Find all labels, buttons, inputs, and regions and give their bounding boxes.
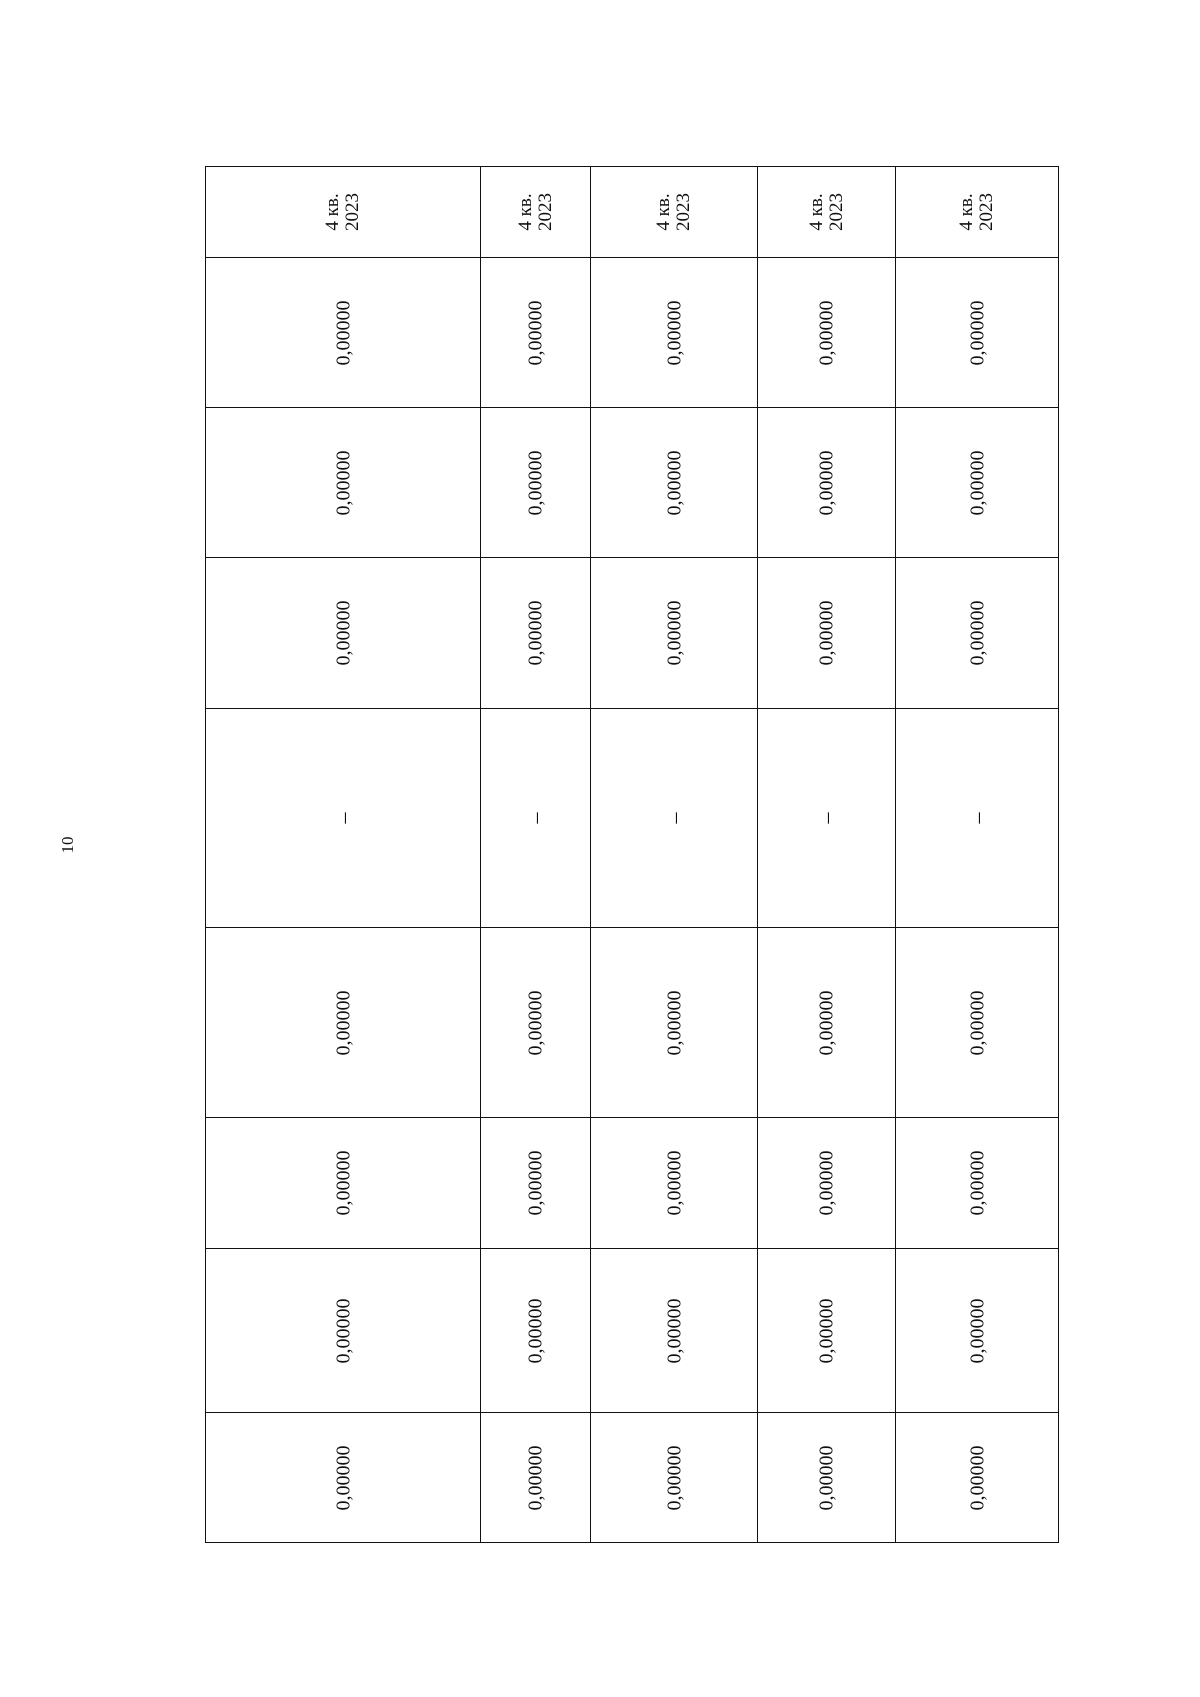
table-cell-text: 0,00000 xyxy=(815,300,838,365)
table-cell-text: 0,00000 xyxy=(966,1445,988,1510)
table-cell-value-7 xyxy=(205,1412,481,1543)
table-cell-value-3 xyxy=(757,557,896,709)
table-cell-value-2 xyxy=(590,407,758,558)
table-cell-text: 0,00000 xyxy=(815,1150,838,1216)
table-cell-text: 0,00000 xyxy=(332,450,354,515)
table-cell-text: – xyxy=(661,812,686,824)
table-cell-text: 0,00000 xyxy=(332,1298,354,1363)
table-cell-text: 0,00000 xyxy=(663,300,685,365)
table-cell-text: 0,00000 xyxy=(815,450,838,515)
table-cell-text: 0,00000 xyxy=(332,300,354,365)
table-cell-text: 0,00000 xyxy=(815,600,838,666)
table-cell-value-7 xyxy=(480,1412,591,1543)
table-cell-value-3 xyxy=(480,557,591,709)
table-cell-text: 0,00000 xyxy=(815,1298,838,1363)
table-cell-text: 0,00000 xyxy=(332,1150,354,1216)
table-cell-period xyxy=(480,166,591,258)
table-cell-value-2 xyxy=(205,407,481,558)
table-cell-value-6 xyxy=(480,1248,591,1413)
page-number: 10 xyxy=(58,836,77,854)
table-cell-text: 0,00000 xyxy=(966,1150,988,1216)
table-cell-text: 4 кв. 2023 xyxy=(322,193,363,231)
table-cell-text: – xyxy=(522,812,548,824)
table-cell-period xyxy=(895,166,1059,258)
table-cell-text: 0,00000 xyxy=(663,600,685,666)
table-cell-value-2 xyxy=(895,407,1059,558)
table-cell-text: 0,00000 xyxy=(966,1298,988,1363)
table-cell-text: 0,00000 xyxy=(524,300,547,365)
table-cell-value-7 xyxy=(590,1412,758,1543)
table-cell-value-1 xyxy=(205,257,481,408)
table-cell-value-5 xyxy=(480,1117,591,1249)
table-cell-text: – xyxy=(813,812,839,824)
table-cell-value-5 xyxy=(205,1117,481,1249)
table-cell-text: 0,00000 xyxy=(966,600,988,666)
table-cell-value-2 xyxy=(757,407,896,558)
table-cell-text: 0,00000 xyxy=(332,1445,354,1510)
table-cell-text: 4 кв. 2023 xyxy=(956,193,997,231)
table-cell-text: 0,00000 xyxy=(663,1298,685,1363)
table-cell-value-7 xyxy=(757,1412,896,1543)
table-cell-value-7 xyxy=(895,1412,1059,1543)
table-cell-value-3 xyxy=(590,557,758,709)
table-cell-value-5 xyxy=(757,1117,896,1249)
table-cell-value-4 xyxy=(895,927,1059,1118)
table-cell-period xyxy=(757,166,896,258)
table-cell-text: – xyxy=(964,812,989,824)
table-cell-text: 0,00000 xyxy=(332,600,354,666)
table-cell-value-6 xyxy=(590,1248,758,1413)
table-cell-text: 0,00000 xyxy=(815,1445,838,1510)
table-cell-value-4 xyxy=(590,927,758,1118)
table-cell-text: 0,00000 xyxy=(524,1298,547,1363)
table-cell-period xyxy=(205,166,481,258)
table-cell-text: 0,00000 xyxy=(524,990,547,1055)
table-cell-value-1 xyxy=(480,257,591,408)
table-cell-value-5 xyxy=(895,1117,1059,1249)
table-cell-dash xyxy=(895,708,1059,928)
table-cell-value-6 xyxy=(895,1248,1059,1413)
table-cell-value-3 xyxy=(895,557,1059,709)
table-cell-value-1 xyxy=(895,257,1059,408)
table-cell-value-4 xyxy=(757,927,896,1118)
table-cell-value-2 xyxy=(480,407,591,558)
table-cell-value-4 xyxy=(205,927,481,1118)
table-cell-dash xyxy=(205,708,481,928)
table-cell-dash xyxy=(590,708,758,928)
table-cell-value-1 xyxy=(757,257,896,408)
table-cell-text: 0,00000 xyxy=(524,450,547,515)
table-cell-text: 0,00000 xyxy=(966,450,988,515)
table-cell-text: 4 кв. 2023 xyxy=(653,193,694,231)
table-cell-value-4 xyxy=(480,927,591,1118)
table-cell-dash xyxy=(480,708,591,928)
table-cell-text: 0,00000 xyxy=(524,1445,547,1510)
table-cell-value-3 xyxy=(205,557,481,709)
table-cell-text: 0,00000 xyxy=(524,600,547,666)
table-cell-value-6 xyxy=(205,1248,481,1413)
table-cell-text: 0,00000 xyxy=(332,990,354,1055)
table-cell-text: 0,00000 xyxy=(524,1150,547,1216)
table-cell-text: 0,00000 xyxy=(815,990,838,1055)
table-cell-text: 4 кв. 2023 xyxy=(514,193,556,231)
table-cell-text: 0,00000 xyxy=(966,990,988,1055)
table-cell-value-5 xyxy=(590,1117,758,1249)
table-cell-text: 0,00000 xyxy=(966,300,988,365)
table-cell-text: 0,00000 xyxy=(663,1445,685,1510)
table-cell-dash xyxy=(757,708,896,928)
table-cell-text: 0,00000 xyxy=(663,990,685,1055)
table-cell-text: 0,00000 xyxy=(663,450,685,515)
table-cell-value-1 xyxy=(590,257,758,408)
table-cell-text: – xyxy=(330,812,355,824)
table-cell-text: 0,00000 xyxy=(663,1150,685,1216)
table-cell-value-6 xyxy=(757,1248,896,1413)
table-cell-text: 4 кв. 2023 xyxy=(805,193,847,231)
table-cell-period xyxy=(590,166,758,258)
